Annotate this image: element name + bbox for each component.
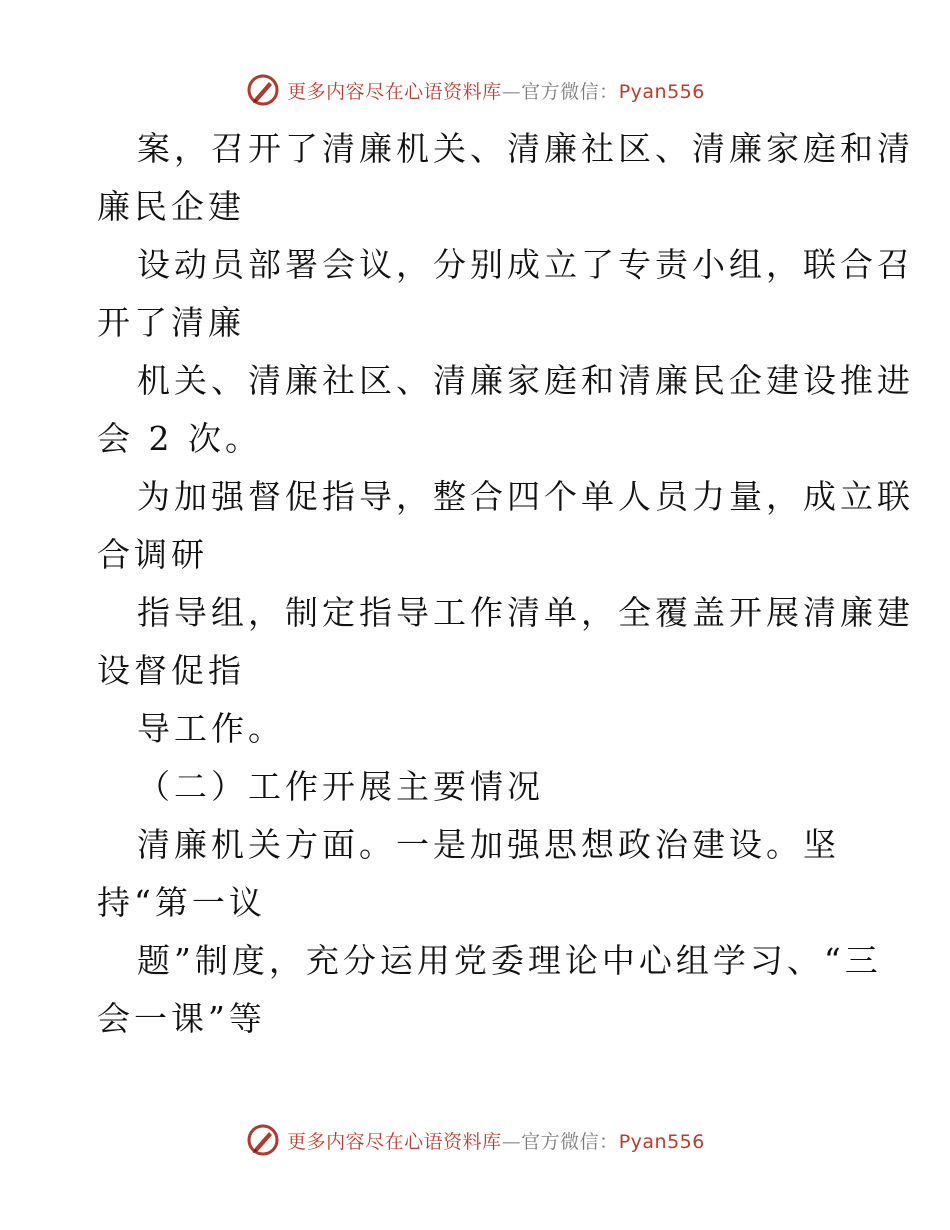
- banner-brand: 更多内容尽在心语资料库: [287, 80, 502, 103]
- text-line: 导工作。: [137, 709, 285, 748]
- banner-account: Pyan556: [618, 80, 705, 103]
- text-line: 清廉机关方面。一是加强思想政治建设。坚: [137, 825, 840, 864]
- text-line: 合调研: [97, 535, 208, 574]
- text-line: 指导组，制定指导工作清单，全覆盖开展清廉建: [137, 593, 914, 632]
- pen-logo-icon: [245, 72, 281, 108]
- text-line: 设督促指: [97, 651, 245, 690]
- text-line: 会 2 次。: [97, 419, 262, 458]
- header-banner: [0, 70, 950, 110]
- text-line: 设动员部署会议，分别成立了专责小组，联合召: [137, 245, 914, 284]
- document-body: [97, 120, 914, 1048]
- text-line: 持“第一议: [97, 883, 266, 922]
- banner-dash: —: [501, 80, 522, 103]
- text-line: 案，召开了清廉机关、清廉社区、清廉家庭和清: [137, 129, 914, 168]
- banner-brand: 更多内容尽在心语资料库: [287, 1130, 502, 1153]
- text-line: 题”制度，充分运用党委理论中心组学习、“三: [137, 941, 882, 980]
- banner-text: [287, 1127, 705, 1154]
- footer-banner: [0, 1120, 950, 1160]
- text-line: 会一课”等: [97, 999, 266, 1038]
- text-line: 为加强督促指导，整合四个单人员力量，成立联: [137, 477, 914, 516]
- pen-logo-icon: [245, 1122, 281, 1158]
- text-line: 开了清廉: [97, 303, 245, 342]
- banner-dash: —: [501, 1130, 522, 1153]
- banner-text: [287, 77, 705, 104]
- section-heading: （二）工作开展主要情况: [137, 767, 544, 806]
- banner-label: 官方微信：: [521, 1130, 619, 1153]
- banner-account: Pyan556: [618, 1130, 705, 1153]
- banner-label: 官方微信：: [521, 80, 619, 103]
- text-line: 机关、清廉社区、清廉家庭和清廉民企建设推进: [137, 361, 914, 400]
- text-line: 廉民企建: [97, 187, 245, 226]
